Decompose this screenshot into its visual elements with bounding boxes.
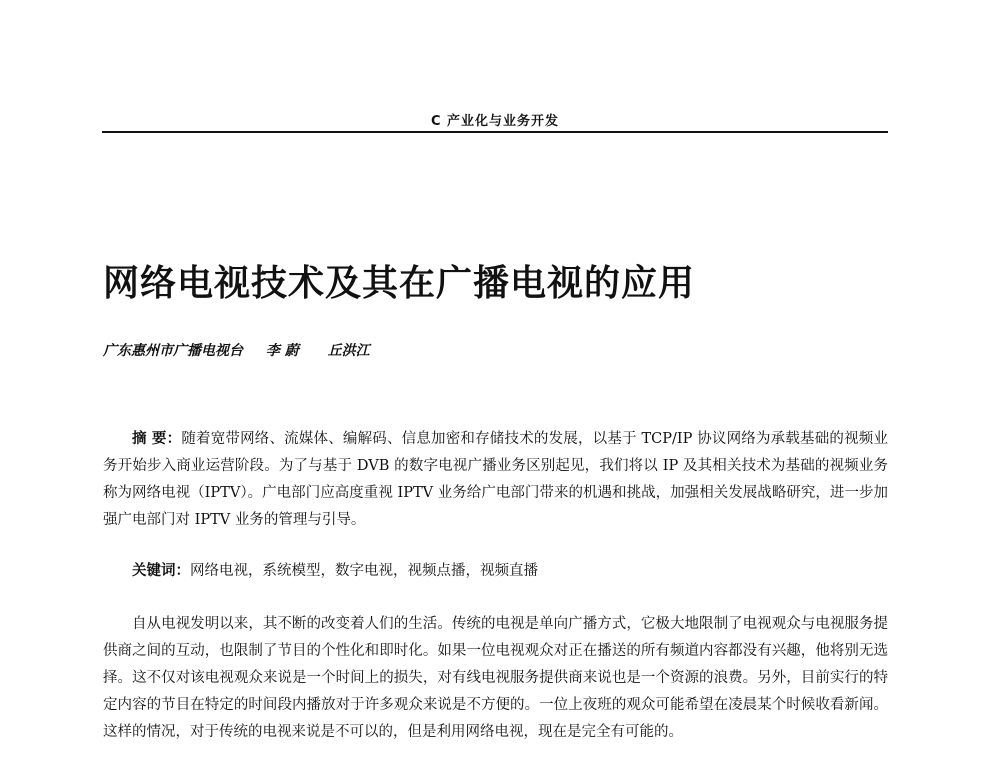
affiliation: 广东惠州市广播电视台 bbox=[103, 343, 243, 359]
abstract-text: 随着宽带网络、流媒体、编解码、信息加密和存储技术的发展，以基于 TCP/IP 协议网络为承载基础的视频业务开始步入商业运营阶段。为了与基于 DVB 的数字电视广播业务区别起见，我们将以 IP 及其相关技术为基础的视频业务称为网络电视（IPTV）。广电部门应高度重视 IPTV 业务给广电部门带来的机遇和挑战，加强相关发展战略研究，进一步加强广电部门对 IPTV 业务的管理与引导。 bbox=[103, 431, 888, 528]
author-name: 丘洪江 bbox=[327, 343, 370, 359]
author-name: 李 蔚 bbox=[265, 343, 299, 359]
author-line bbox=[103, 340, 370, 360]
article-title: 网络电视技术及其在广播电视的应用 bbox=[103, 263, 696, 304]
keywords bbox=[103, 560, 888, 582]
abstract-label: 摘 要： bbox=[132, 431, 182, 447]
header-rule bbox=[102, 131, 888, 133]
body-paragraph: 自从电视发明以来，其不断的改变着人们的生活。传统的电视是单向广播方式，它极大地限制了电视观众与电视服务提供商之间的互动，也限制了节目的个性化和即时化。如果一位电视观众对正在播送的所有频道内容都没有兴趣，他将别无选择。这不仅对该电视观众来说是一个时间上的损失，对有线电视服务提供商来说也是一个资源的浪费。另外，目前实行的特定内容的节目在特定的时间段内播放对于许多观众来说是不方便的。一位上夜班的观众可能希望在凌晨某个时候收看新闻。这样的情况，对于传统的电视来说是不可以的，但是利用网络电视，现在是完全有可能的。 bbox=[103, 616, 888, 740]
keywords-text: 网络电视，系统模型，数字电视，视频点播，视频直播 bbox=[190, 563, 538, 579]
running-header: C 产业化与业务开发 bbox=[430, 114, 560, 129]
abstract bbox=[103, 426, 888, 534]
keywords-label: 关键词： bbox=[132, 563, 190, 579]
